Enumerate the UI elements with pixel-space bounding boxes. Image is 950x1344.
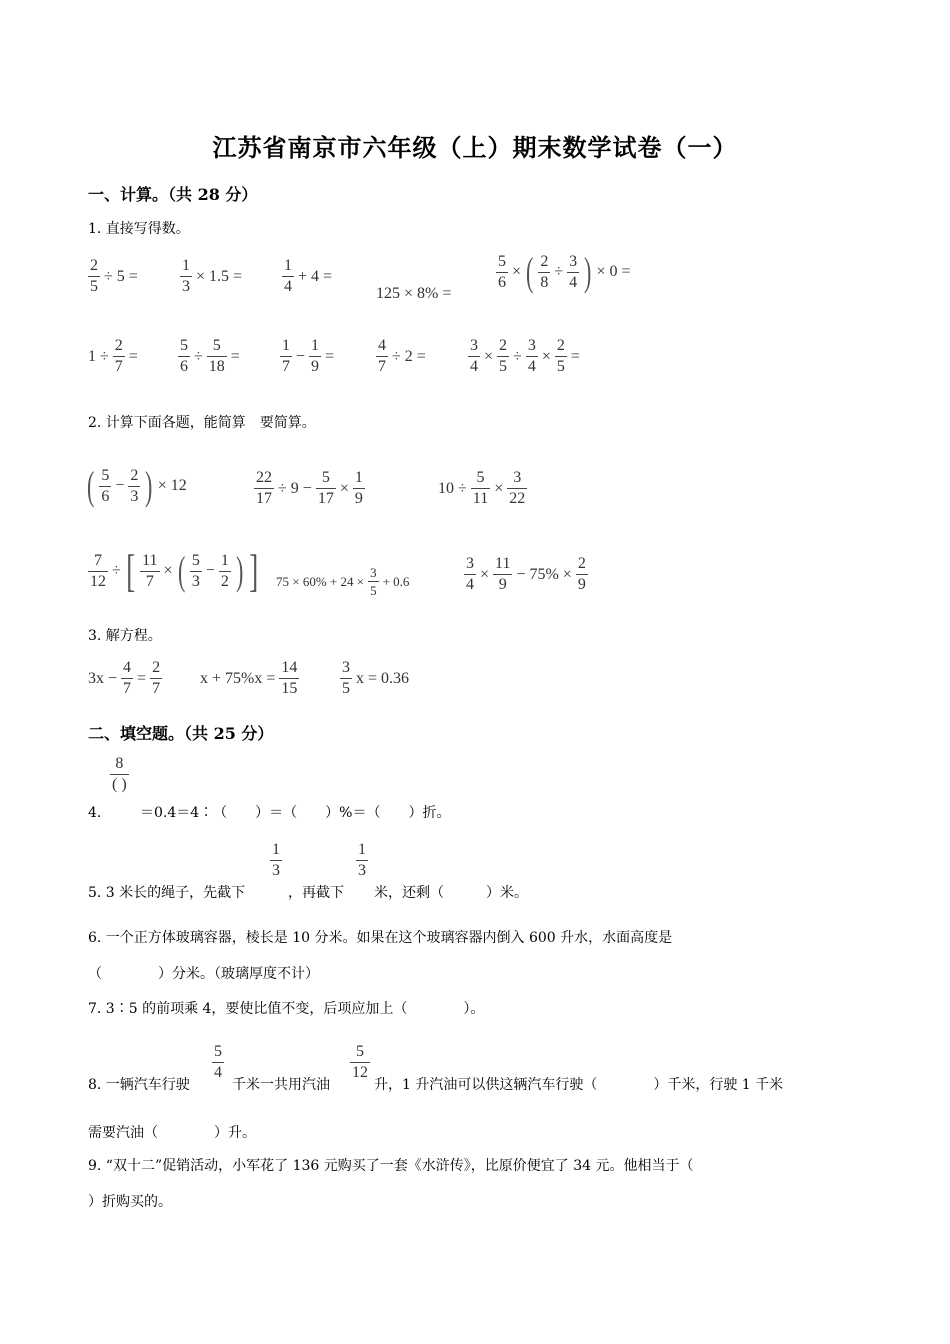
frac-den: 7 xyxy=(152,680,161,697)
frac-num: 3 xyxy=(513,469,522,486)
q2-r2-c xyxy=(462,556,590,593)
q1-r1-c xyxy=(280,258,334,295)
expr-pre: 3x − xyxy=(88,669,118,687)
op-mid: ÷ 9 − xyxy=(278,479,312,497)
q4-fraction xyxy=(108,756,131,793)
frac-den: 9 xyxy=(493,574,512,593)
left-paren: ( xyxy=(86,463,95,508)
q4-label: 4. xyxy=(88,805,102,821)
frac-den: 8 xyxy=(540,273,549,291)
expr-rest: × 1.5 = xyxy=(196,267,243,285)
expr-rest: + 4 = xyxy=(298,267,333,285)
frac-num: 1 xyxy=(272,841,280,858)
frac-num: 1 xyxy=(354,469,363,486)
frac-num: 22 xyxy=(256,469,272,486)
right-paren: ) xyxy=(235,548,244,593)
frac-num: 2 xyxy=(90,257,98,274)
frac-den: 3 xyxy=(130,487,139,505)
q8-part3: 升，1 升汽油可以供这辆汽车行驶（ ）千米，行驶 1 千米 xyxy=(374,1077,784,1093)
expr-rest: ÷ 5 = xyxy=(104,267,138,285)
frac-num: 5 xyxy=(101,466,110,484)
q2-label: 2. 计算下面各题，能简算 要简算。 xyxy=(88,415,316,431)
right-paren: ) xyxy=(584,249,592,294)
op-equals: = xyxy=(325,347,335,365)
frac-num: 3 xyxy=(370,565,377,580)
q8-line2: 需要汽油（ ）升。 xyxy=(88,1125,256,1141)
frac-den: 4 xyxy=(284,278,292,295)
q1-label: 1. 直接写得数。 xyxy=(88,221,190,237)
frac-den: 7 xyxy=(282,358,290,375)
right-bracket: ] xyxy=(249,545,259,596)
frac-den: 3 xyxy=(358,862,366,879)
expr-pre: 75 × 60% + 24 × xyxy=(276,573,365,589)
op-minus: − xyxy=(296,347,306,365)
q9-line1: 9. “双十二”促销活动，小军花了 136 元购买了一套《水浒传》，比原价便宜了 34 元。他相当于（ xyxy=(88,1158,694,1174)
frac-den: 9 xyxy=(577,576,586,593)
frac-den: 4 xyxy=(569,273,578,291)
q1-r2-e xyxy=(466,338,582,375)
op-divide: ÷ xyxy=(513,347,522,365)
frac-num: 1 xyxy=(182,257,190,274)
op-equals: = xyxy=(230,347,240,365)
expr-pre: x + 75%x = xyxy=(200,669,276,687)
op-minus: − xyxy=(205,562,215,579)
frac-num: 4 xyxy=(378,337,386,354)
op-times: × xyxy=(541,347,551,365)
q2-r2-b xyxy=(274,566,411,597)
q3-label: 3. 解方程。 xyxy=(88,628,162,644)
q9-line2: ）折购买的。 xyxy=(88,1194,172,1210)
q7-text: 7. 3∶5 的前项乘 4，要使比值不变，后项应加上（ ）。 xyxy=(88,1001,485,1017)
frac-num: 2 xyxy=(540,252,549,270)
op-minus: − xyxy=(115,477,125,494)
q1-r2-a xyxy=(86,338,140,375)
left-paren: ( xyxy=(177,548,185,593)
q3-eq1 xyxy=(86,660,164,697)
frac-den: 4 xyxy=(527,358,536,375)
expr-rest: × 0 = xyxy=(596,263,631,280)
op-times: × xyxy=(512,263,522,280)
frac-den: 7 xyxy=(378,358,386,375)
frac-den: 6 xyxy=(180,358,188,375)
frac-num: 4 xyxy=(123,659,132,676)
frac-num: 5 xyxy=(321,469,330,486)
frac-den: 12 xyxy=(352,1064,368,1081)
frac-num: 2 xyxy=(577,555,586,572)
frac-den: 18 xyxy=(208,358,225,375)
op-times: × xyxy=(494,479,504,497)
q3-eq2 xyxy=(198,660,301,697)
frac-num: 2 xyxy=(499,337,508,354)
frac-num: 3 xyxy=(342,659,350,676)
frac-den: 6 xyxy=(498,273,506,291)
expr-pre: 1 ÷ xyxy=(88,347,109,365)
frac-num: 5 xyxy=(191,551,200,569)
frac-den: 5 xyxy=(370,583,377,598)
frac-den: 4 xyxy=(470,358,478,375)
op-times: × xyxy=(163,562,173,579)
op-times: × xyxy=(339,479,349,497)
frac-num: 5 xyxy=(498,252,506,270)
frac-den: ( ) xyxy=(112,776,127,793)
frac-den: 2 xyxy=(220,572,229,590)
frac-den: 3 xyxy=(191,572,200,590)
left-paren: ( xyxy=(526,249,534,294)
section-2-heading: 二、填空题。（共 25 分） xyxy=(88,724,274,743)
op-times: × xyxy=(480,565,490,583)
expr-pre: 10 ÷ xyxy=(438,479,467,497)
frac-num: 3 xyxy=(470,337,478,354)
frac-den: 12 xyxy=(90,572,106,590)
q6-line1: 6. 一个正方体玻璃容器，棱长是 10 分米。如果在这个玻璃容器内倒入 600 升水，水面高度是 xyxy=(88,930,673,946)
frac-den: 7 xyxy=(123,680,132,697)
q8-frac1 xyxy=(210,1044,226,1081)
q2-r1-c xyxy=(436,470,529,507)
frac-num: 5 xyxy=(476,469,485,486)
frac-num: 3 xyxy=(527,337,536,354)
frac-num: 1 xyxy=(358,841,366,858)
q1-r1-a xyxy=(86,258,140,295)
frac-num: 3 xyxy=(569,252,578,270)
q5-part2: ，再截下 xyxy=(288,885,344,901)
op-equals: = xyxy=(128,347,138,365)
op-mid: − 75% × xyxy=(516,565,572,583)
q1-r1-b xyxy=(178,258,244,295)
frac-den: 17 xyxy=(256,490,272,507)
op-equals: = xyxy=(137,669,147,687)
frac-num: 1 xyxy=(284,257,292,274)
frac-den: 15 xyxy=(281,680,298,697)
frac-den: 11 xyxy=(472,490,489,507)
frac-den: 3 xyxy=(272,862,280,879)
frac-num: 8 xyxy=(115,755,124,772)
frac-num: 1 xyxy=(282,337,290,354)
op-times: × xyxy=(484,347,494,365)
op-divide: ÷ xyxy=(112,562,121,579)
frac-den: 9 xyxy=(311,358,320,375)
q4-text: ＝0.4＝4∶（ ）＝（ ）%＝（ ）折。 xyxy=(140,805,451,821)
frac-num: 2 xyxy=(556,337,565,354)
expr-post: + 0.6 xyxy=(382,573,410,589)
q8-part2: 千米一共用汽油 xyxy=(232,1077,330,1093)
frac-den: 22 xyxy=(509,490,526,507)
frac-num: 11 xyxy=(142,551,158,569)
q3-eq3 xyxy=(338,660,411,697)
q5-part3: 米，还剩（ ）米。 xyxy=(374,885,528,901)
section-1-heading: 一、计算。（共 28 分） xyxy=(88,185,258,204)
frac-num: 5 xyxy=(356,1043,364,1060)
frac-num: 5 xyxy=(180,337,188,354)
q1-r2-b xyxy=(176,338,242,375)
q8-part1: 8. 一辆汽车行驶 xyxy=(88,1077,190,1093)
q1-r1-e xyxy=(494,249,633,294)
q8-frac2 xyxy=(348,1044,372,1081)
frac-den: 5 xyxy=(499,358,508,375)
frac-den: 5 xyxy=(556,358,565,375)
q6-line2: （ ）分米。（玻璃厚度不计） xyxy=(88,966,319,982)
frac-num: 5 xyxy=(214,1043,222,1060)
frac-num: 7 xyxy=(94,551,102,569)
op-equals: = xyxy=(570,347,580,365)
frac-num: 14 xyxy=(281,659,298,676)
q2-r2-a xyxy=(86,545,262,596)
q5-part1: 5. 3 米长的绳子，先截下 xyxy=(88,885,246,901)
frac-den: 6 xyxy=(101,487,110,505)
frac-den: 5 xyxy=(90,278,98,295)
q1-r2-c xyxy=(278,338,336,375)
frac-num: 1 xyxy=(220,551,229,569)
q1-r1-d: 125 × 8% = xyxy=(376,285,452,302)
q2-r1-a xyxy=(84,463,189,508)
q1-r2-d xyxy=(374,338,428,375)
frac-den: 7 xyxy=(140,571,159,590)
frac-num: 2 xyxy=(152,659,161,676)
frac-num: 3 xyxy=(466,555,474,572)
frac-den: 4 xyxy=(466,576,474,593)
q5-frac1 xyxy=(268,842,284,879)
frac-den: 3 xyxy=(182,278,190,295)
frac-den: 17 xyxy=(317,490,334,507)
frac-num: 2 xyxy=(130,466,139,484)
expr-rest: ÷ 2 = xyxy=(392,347,426,365)
frac-den: 4 xyxy=(214,1064,222,1081)
frac-den: 9 xyxy=(354,490,363,507)
op-divide: ÷ xyxy=(194,347,203,365)
op-divide: ÷ xyxy=(554,263,564,280)
frac-num: 11 xyxy=(495,555,511,572)
expr-post: x = 0.36 xyxy=(356,669,410,687)
page-title: 江苏省南京市六年级（上）期末数学试卷（一） xyxy=(212,133,738,162)
frac-num: 1 xyxy=(311,337,320,354)
frac-num: 5 xyxy=(212,337,221,354)
frac-num: 2 xyxy=(114,337,123,354)
right-paren: ) xyxy=(145,463,153,508)
frac-den: 7 xyxy=(114,358,123,375)
q5-frac2 xyxy=(354,842,370,879)
expr-rest: × 12 xyxy=(157,477,187,494)
frac-den: 5 xyxy=(342,680,350,697)
q2-r1-b xyxy=(252,470,367,507)
left-bracket: [ xyxy=(125,545,136,596)
